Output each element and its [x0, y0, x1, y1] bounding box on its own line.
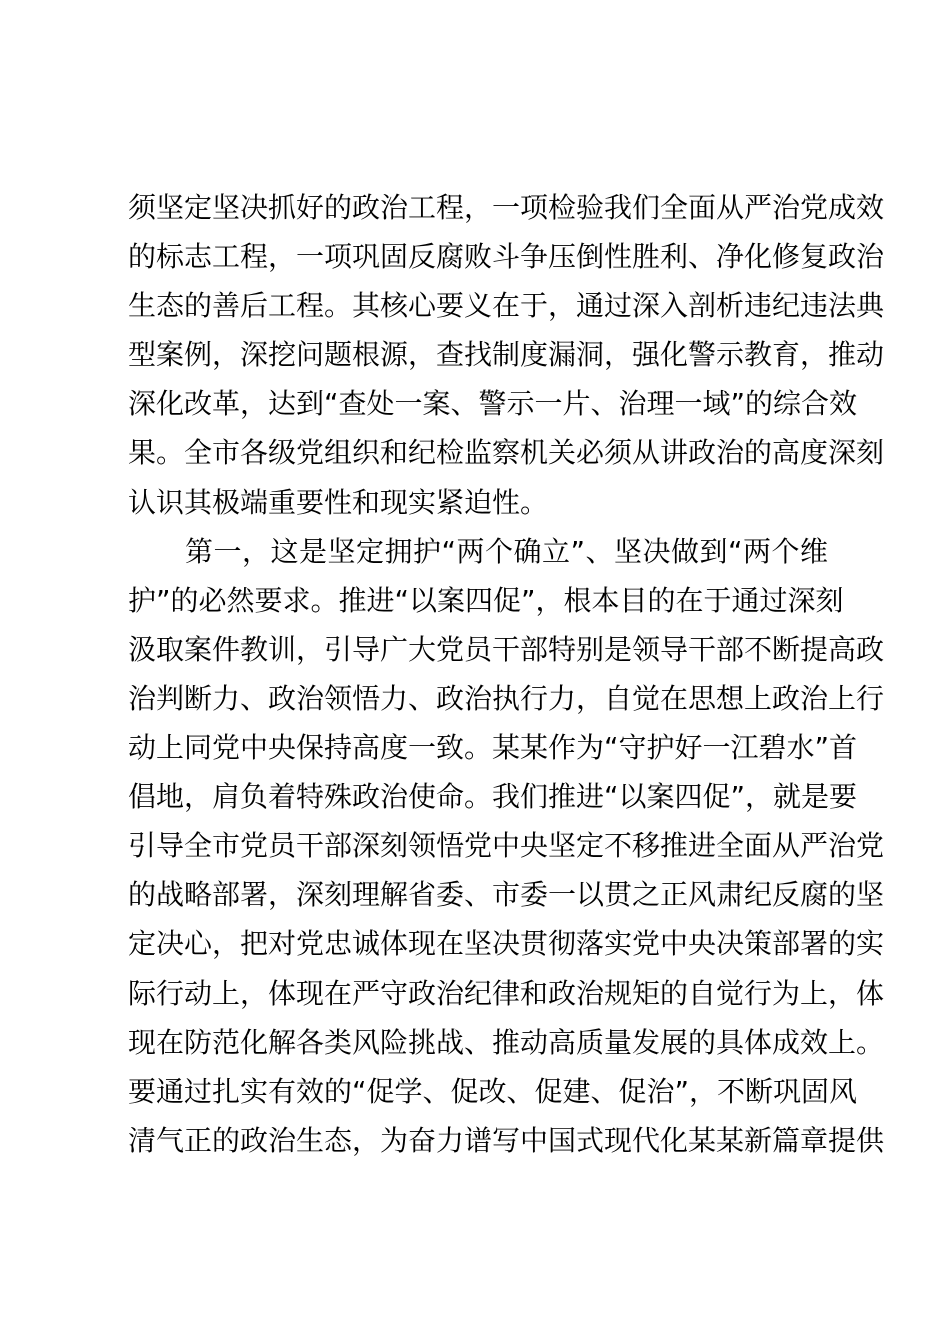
- text-line: 要通过扎实有效的“促学、促改、促建、促治”，不断巩固风: [128, 1074, 858, 1108]
- text-line: 护”的必然要求。推进“以案四促”，根本目的在于通过深刻: [128, 583, 844, 617]
- text-line: 定决心，把对党忠诚体现在坚决贯彻落实党中央决策部署的实: [128, 927, 885, 961]
- paragraph-last-line: 认识其极端重要性和现实紧迫性。: [128, 485, 549, 519]
- text-line: 生态的善后工程。其核心要义在于，通过深入剖析违纪违法典: [128, 289, 885, 323]
- body-text: [128, 183, 885, 1165]
- text-line: 深化改革，达到“查处一案、警示一片、治理一域”的综合效: [128, 387, 858, 421]
- text-line: 须坚定坚决抓好的政治工程，一项检验我们全面从严治党成效: [128, 191, 885, 224]
- text-line: 现在防范化解各类风险挑战、推动高质量发展的具体成效上。: [128, 1025, 885, 1059]
- text-line: 果。全市各级党组织和纪检监察机关必须从讲政治的高度深刻: [128, 436, 885, 470]
- text-line: 清气正的政治生态，为奋力谱写中国式现代化某某新篇章提供: [128, 1123, 885, 1157]
- text-line: 汲取案件教训，引导广大党员干部特别是领导干部不断提高政: [128, 632, 885, 666]
- text-line: 际行动上，体现在严守政治纪律和政治规矩的自觉行为上，体: [128, 976, 885, 1010]
- text-line: 治判断力、政治领悟力、政治执行力，自觉在思想上政治上行: [128, 681, 885, 715]
- text-line: 第一，这是坚定拥护“两个确立”、坚决做到“两个维: [128, 534, 828, 568]
- text-line: 倡地，肩负着特殊政治使命。我们推进“以案四促”，就是要: [128, 780, 858, 814]
- text-line: 的标志工程，一项巩固反腐败斗争压倒性胜利、净化修复政治: [128, 240, 885, 274]
- text-line: 引导全市党员干部深刻领悟党中央坚定不移推进全面从严治党: [128, 829, 885, 863]
- text-line: 型案例，深挖问题根源，查找制度漏洞，强化警示教育，推动: [128, 338, 885, 372]
- text-line: 动上同党中央保持高度一致。某某作为“守护好一江碧水”首: [128, 731, 858, 765]
- text-line: 的战略部署，深刻理解省委、市委一以贯之正风肃纪反腐的坚: [128, 878, 885, 912]
